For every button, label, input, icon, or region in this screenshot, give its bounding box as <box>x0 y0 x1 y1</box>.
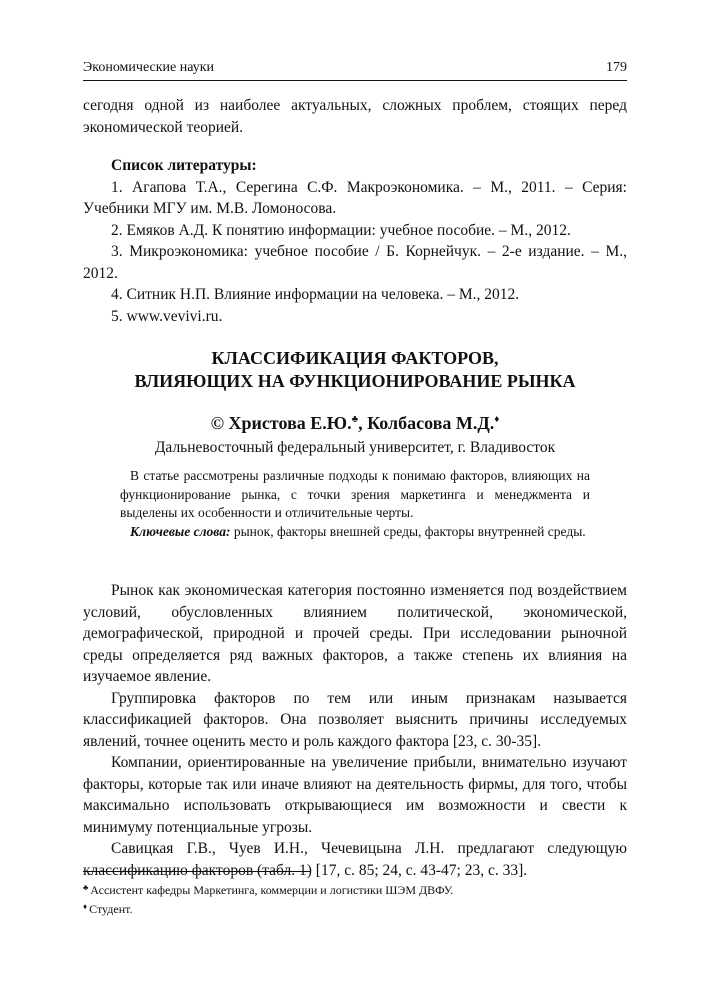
reference-item: 5. www.vevivi.ru. <box>111 307 223 325</box>
references <box>83 155 627 327</box>
diamond-footnote-icon: ♦ <box>494 414 500 425</box>
copyright-sign: © <box>210 413 229 433</box>
footnote-divider <box>83 871 311 872</box>
reference-item: 2. Емяков А.Д. К понятию информации: учебное пособие. – М., 2012. <box>111 221 571 239</box>
references-title: Список литературы: <box>111 157 257 174</box>
author-name: Колбасова М.Д. <box>367 413 495 433</box>
footnote <box>83 899 627 918</box>
affiliation: Дальневосточный федеральный университет, г. Владивосток <box>154 439 556 456</box>
paragraph: сегодня одной из наиболее актуальных, сложных проблем, стоящих перед экономической теорией. <box>83 97 627 136</box>
reference-item: 3. Микроэкономика: учебное пособие / Б. Корнейчук. – 2-е издание. – М., 2012. <box>83 243 627 282</box>
page-number: 179 <box>606 60 627 75</box>
footnote-text: Студент. <box>89 901 133 916</box>
title-line: ВЛИЯЮЩИХ НА ФУНКЦИОНИРОВАНИЕ РЫНКА <box>134 371 576 391</box>
author-separator: , <box>358 413 368 433</box>
abstract-text: В статье рассмотрены различные подходы к понимаю факторов, влияющих на функционирование рынка, с точки зрения маркетинга и менеджмента и выделены их особенности и отличительные черты. <box>120 468 590 520</box>
title-line: КЛАССИФИКАЦИЯ ФАКТОРОВ, <box>211 348 499 368</box>
keywords-label: Ключевые слова: <box>130 523 231 539</box>
paragraph: Савицкая Г.В., Чуев И.Н., Чечевицына Л.Н. предлагают следующую классификацию факторов (табл. 1) [17, с. 85; 24, с. 43-47; 23, с. 33]. <box>83 840 627 879</box>
paragraph: Компании, ориентированные на увеличение прибыли, внимательно изучают факторы, которые так или иначе влияют на деятельность фирмы, для того, чтобы максимально использовать открывающиеся им возможности и свести к минимуму потенциальные угрозы. <box>83 754 627 836</box>
section-title: Экономические науки <box>83 60 215 75</box>
footnotes <box>83 880 627 917</box>
continued-paragraph <box>83 95 627 138</box>
footnote-text: Ассистент кафедры Маркетинга, коммерции и логистики ШЭМ ДВФУ. <box>90 883 454 897</box>
paragraph: Группировка факторов по тем или иным признакам называется классификацией факторов. Она позволяет выяснить причины исследуемых явлений, точнее оценить место и роль каждого фактора [23, с. 30-35]. <box>83 689 627 750</box>
paragraph: Рынок как экономическая категория постоянно изменяется под воздействием условий, обусловленных влиянием политической, экономической, демографической, природной и прочей среды. При исследовании рыночной среды определяется ряд важных факторов, а также степень их влияния на изучаемое явление. <box>83 582 627 685</box>
author-name: Христова Е.Ю. <box>228 413 352 433</box>
article-title <box>83 347 627 393</box>
abstract <box>120 467 590 541</box>
running-header <box>83 58 627 81</box>
reference-item: 1. Агапова Т.А., Серегина С.Ф. Макроэкономика. – М., 2011. – Серия: Учебники МГУ им. М.В. Ломоносова. <box>83 178 627 217</box>
diamond-icon: ♦ <box>83 901 88 911</box>
authors <box>83 413 627 434</box>
club-footnote-icon: ♣ <box>351 414 359 425</box>
footnote <box>83 880 627 899</box>
article-body <box>83 580 627 881</box>
keywords <box>120 523 590 542</box>
club-icon: ♣ <box>83 883 89 892</box>
keywords-text: рынок, факторы внешней среды, факторы внутренней среды. <box>230 523 586 539</box>
reference-item: 4. Ситник Н.П. Влияние информации на человека. – М., 2012. <box>111 286 520 303</box>
